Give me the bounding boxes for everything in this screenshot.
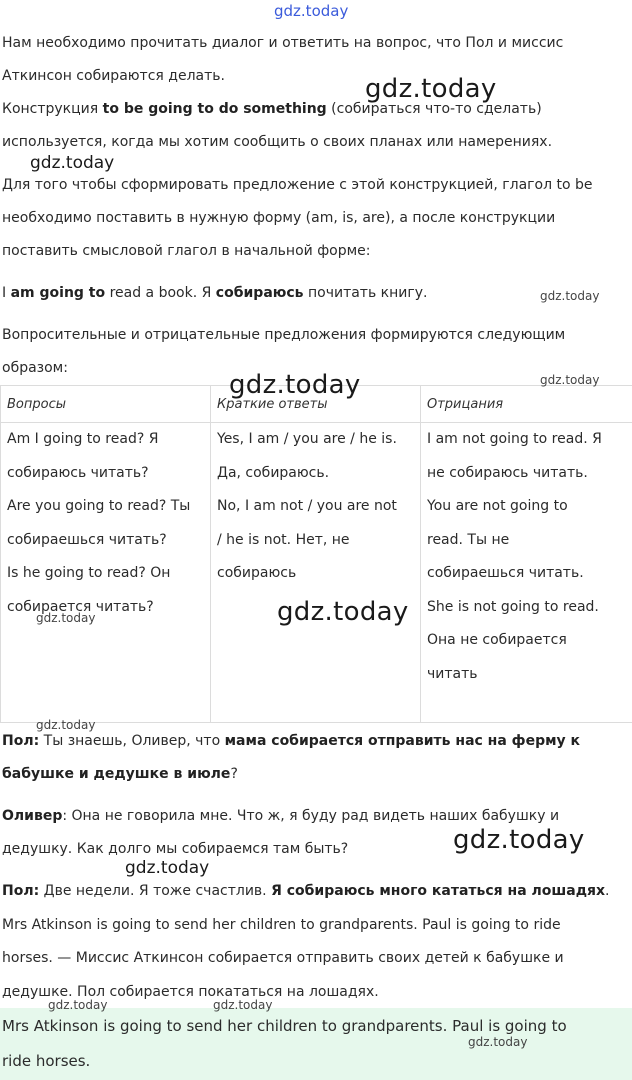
watermark: gdz.today	[540, 289, 600, 303]
cell-text: No, I am not / you are not	[217, 498, 397, 514]
intro-line: Нам необходимо прочитать диалог и ответить на вопрос, что Пол и миссис	[2, 35, 564, 51]
cell-text: собираюсь	[217, 565, 297, 581]
answer-line: Mrs Atkinson is going to send her children to grandparents. Paul is going to ride	[2, 917, 561, 933]
cell-text: Are you going to read? Ты	[7, 498, 191, 514]
cell-text: собираешься читать?	[7, 531, 167, 548]
watermark: gdz.today	[540, 373, 600, 387]
header-negations: Отрицания	[421, 386, 632, 423]
watermark-top: gdz.today	[274, 2, 349, 20]
dialog-bold: Я собираюсь много кататься на лошадях	[271, 883, 606, 899]
intro-line: Аткинсон собираются делать.	[2, 68, 225, 84]
example-sentence	[2, 283, 427, 303]
dialog-paul-line	[2, 881, 609, 901]
final-answer-line: Mrs Atkinson is going to send her children to grandparents. Paul is going to	[2, 1017, 567, 1035]
answer-line: дедушке. Пол собирается покататься на лошадях.	[2, 984, 379, 1000]
text: (собираться что-то сделать)	[326, 101, 542, 117]
intro-line: необходимо поставить в нужную форму (am, is, are), а после конструкции	[2, 210, 556, 226]
table-row	[1, 423, 632, 723]
speaker-label: Оливер	[2, 808, 63, 824]
dialog-bold: бабушке и дедушке в июле	[2, 766, 231, 782]
grammar-table	[0, 385, 632, 723]
cell-text: Она не собирается	[427, 632, 567, 648]
cell-text: собираюсь читать?	[7, 464, 149, 481]
answers-cell	[211, 423, 421, 723]
cell-text: Yes, I am / you are / he is.	[217, 431, 397, 447]
watermark: gdz.today	[468, 1035, 528, 1049]
dialog-paul-line	[2, 764, 238, 784]
intro-line	[2, 99, 542, 119]
cell-text: Am I going to read? Я	[7, 431, 159, 447]
speaker-label: Пол:	[2, 883, 40, 899]
construction-bold: to be going to do something	[102, 101, 327, 117]
text: Ты знаешь, Оливер, что	[39, 733, 225, 749]
speaker-label: Пол:	[2, 733, 40, 749]
dialog-oliver-line	[2, 806, 559, 826]
watermark: gdz.today	[48, 998, 108, 1012]
cell-text: / he is not. Нет, не	[217, 531, 350, 548]
answer-line: horses. — Миссис Аткинсон собирается отправить своих детей к бабушке и	[2, 950, 564, 966]
text: : Она не говорила мне. Что ж, я буду рад видеть наших бабушку и	[62, 808, 560, 824]
cell-text: She is not going to read.	[427, 598, 599, 615]
watermark: gdz.today	[36, 718, 96, 732]
text: read a book. Я	[105, 285, 216, 301]
intro-line: поставить смысловой глагол в начальной форме:	[2, 243, 371, 259]
cell-text: собирается читать?	[7, 598, 154, 615]
watermark: gdz.today	[125, 858, 210, 878]
table-header-row	[1, 386, 632, 423]
cell-text: не собираюсь читать.	[427, 464, 588, 481]
cell-text: read. Ты не	[427, 531, 510, 548]
watermark: gdz.today	[30, 153, 115, 173]
text: Две недели. Я тоже счастлив.	[39, 883, 272, 899]
text: ?	[230, 766, 238, 782]
final-answer-line: ride horses.	[2, 1052, 91, 1070]
cell-text: Да, собираюсь.	[217, 464, 330, 481]
dialog-oliver-line: дедушку. Как долго мы собираемся там быть?	[2, 841, 349, 857]
negations-cell	[421, 423, 632, 723]
text: почитать книгу.	[303, 285, 428, 301]
dialog-bold: мама собирается отправить нас на ферму к	[224, 733, 581, 749]
watermark: gdz.today	[453, 825, 585, 855]
example-bold: собираюсь	[215, 285, 304, 301]
intro-line: Для того чтобы сформировать предложение с этой конструкцией, глагол to be	[2, 177, 593, 193]
intro-line: образом:	[2, 360, 68, 376]
text: .	[605, 883, 610, 899]
watermark: gdz.today	[36, 611, 96, 625]
watermark: gdz.today	[365, 74, 497, 104]
cell-text: Is he going to read? Он	[7, 565, 171, 581]
watermark: gdz.today	[277, 597, 409, 627]
intro-line: Вопросительные и отрицательные предложения формируются следующим	[2, 327, 566, 343]
header-questions: Вопросы	[1, 386, 211, 423]
example-bold: am going to	[10, 285, 106, 301]
watermark: gdz.today	[213, 998, 273, 1012]
questions-cell	[1, 423, 211, 723]
intro-line: используется, когда мы хотим сообщить о своих планах или намерениях.	[2, 134, 553, 150]
watermark: gdz.today	[229, 370, 361, 400]
cell-text: I am not going to read. Я	[427, 431, 602, 447]
dialog-paul-line	[2, 731, 580, 751]
cell-text: собираешься читать.	[427, 565, 584, 581]
cell-text: читать	[427, 665, 478, 682]
text: I	[2, 285, 11, 301]
header-short-answers: Краткие ответы	[211, 386, 421, 423]
cell-text: You are not going to	[427, 498, 568, 514]
text: Конструкция	[2, 101, 103, 117]
